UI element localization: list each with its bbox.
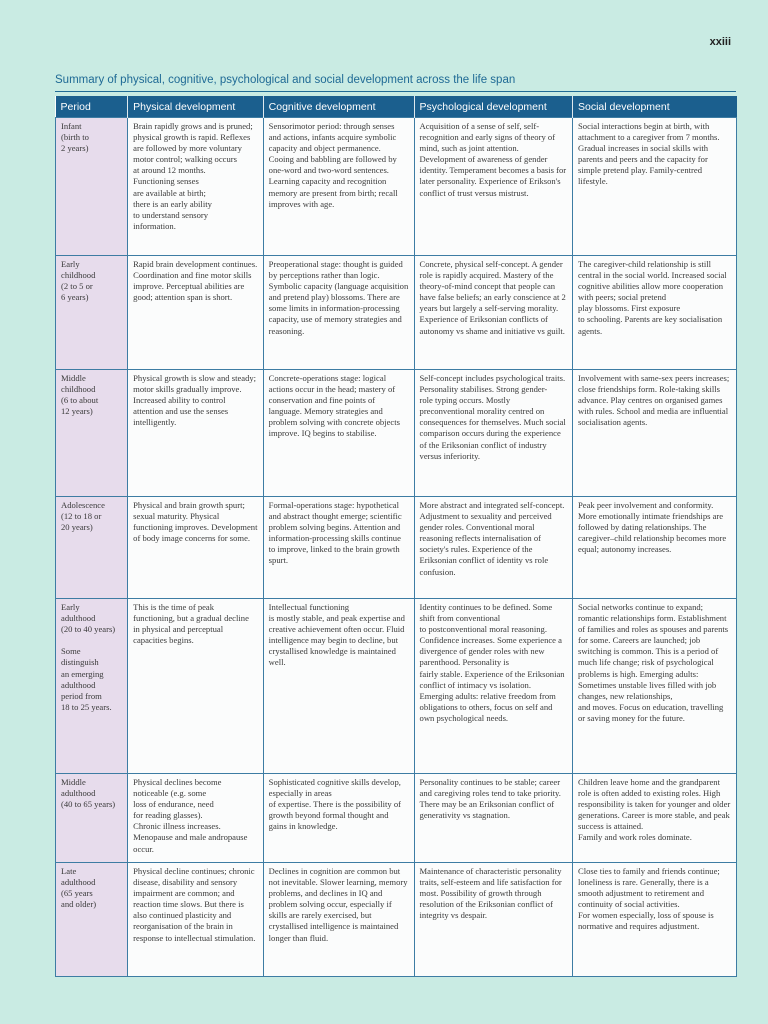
physical-cell: Rapid brain development continues. Coordination and fine motor skills improve. Perceptual abilities are good; attention span is short. bbox=[128, 256, 264, 370]
psychological-cell: Personality continues to be stable; career and caregiving roles tend to take priority. There may be an Eriksonian conflict of generativity vs stagnation. bbox=[414, 774, 572, 863]
social-cell: Children leave home and the grandparent role is often added to existing roles. High responsibility is taken for younger and older generations. Career is more stable, and peak success is attained. Family and work roles dominate. bbox=[573, 774, 737, 863]
cognitive-cell: Sophisticated cognitive skills develop, especially in areas of expertise. There is the possibility of growth beyond formal thought and gains in knowledge. bbox=[263, 774, 414, 863]
psychological-cell: More abstract and integrated self-concept. Adjustment to sexuality and perceived gender roles. Conventional moral reasoning reflects internalisation of society's rules. Experience of the Eriksonian conflict of identity vs role confusion. bbox=[414, 497, 572, 599]
column-header-cognitive: Cognitive development bbox=[263, 96, 414, 118]
table-row bbox=[56, 774, 737, 863]
table-row bbox=[56, 863, 737, 977]
psychological-cell: Identity continues to be defined. Some shift from conventional to postconventional moral reasoning. Confidence increases. Some experience a divergence of gender roles with new parenthood. Personality is fairly stable. Experience of the Eriksonian conflict of intimacy vs isolation. Emerging adults: relative freedom from obligations to others, focus on self and own psychological needs. bbox=[414, 599, 572, 774]
physical-cell: Physical and brain growth spurt; sexual maturity. Physical functioning improves. Development of body image concerns for some. bbox=[128, 497, 264, 599]
physical-cell: Physical growth is slow and steady; motor skills gradually improve. Increased ability to control attention and use the senses intelligently. bbox=[128, 370, 264, 497]
social-cell: Social networks continue to expand; romantic relationships form. Establishment of families and roles as spouses and parents for some. Careers are launched; job switching is common. This is a period of much life change; risk of psychological problems is high. Emerging adults: Sometimes unstable lives filled with job changes, new relationships, and moves. Focus on education, travelling or saving money for the future. bbox=[573, 599, 737, 774]
period-cell: Middle childhood (6 to about 12 years) bbox=[56, 370, 128, 497]
period-cell: Infant (birth to 2 years) bbox=[56, 118, 128, 256]
column-header-social: Social development bbox=[573, 96, 737, 118]
column-header-psychological: Psychological development bbox=[414, 96, 572, 118]
psychological-cell: Self-concept includes psychological traits. Personality stabilises. Strong gender- role typing occurs. Mostly preconventional morality centred on consequences for themselves. Much social comparison occurs during the experience of the Eriksonian conflict of industry versus inferiority. bbox=[414, 370, 572, 497]
social-cell: Involvement with same-sex peers increases; close friendships form. Role-taking skills advance. Play centres on organised games with rules. School and media are influential socialisation agents. bbox=[573, 370, 737, 497]
cognitive-cell: Formal-operations stage: hypothetical and abstract thought emerge; scientific problem solving begins. Attention and information-processing skills continue to improve, linked to the brain growth spurt. bbox=[263, 497, 414, 599]
cognitive-cell: Preoperational stage: thought is guided by perceptions rather than logic. Symbolic capacity (language acquisition and pretend play) blossoms. There are some limits in information-processing capacity, use of memory strategies and reasoning. bbox=[263, 256, 414, 370]
period-cell: Early adulthood (20 to 40 years) Some distinguish an emerging adulthood period from 18 to 25 years. bbox=[56, 599, 128, 774]
social-cell: Close ties to family and friends continue; loneliness is rare. Generally, there is a smooth adjustment to retirement and continuity of social activities. For women especially, loss of spouse is normative and requires adjustment. bbox=[573, 863, 737, 977]
title-rule bbox=[55, 91, 736, 92]
social-cell: Peak peer involvement and conformity. More emotionally intimate friendships are followed by dating relationships. The caregiver–child relationship becomes more equal; autonomy increases. bbox=[573, 497, 737, 599]
column-header-period: Period bbox=[56, 96, 128, 118]
table-row bbox=[56, 497, 737, 599]
period-cell: Adolescence (12 to 18 or 20 years) bbox=[56, 497, 128, 599]
table-row bbox=[56, 256, 737, 370]
social-cell: Social interactions begin at birth, with attachment to a caregiver from 7 months. Gradual increases in social skills with parents and peers and the capacity for simple pretend play. Family-centred lifestyle. bbox=[573, 118, 737, 256]
page-number: xxiii bbox=[709, 36, 731, 48]
psychological-cell: Concrete, physical self-concept. A gender role is rapidly acquired. Mastery of the theory-of-mind concept that people can have false beliefs; an early conscience at 2 years but largely a self-serving morality. Experience of Eriksonian conflicts of autonomy vs shame and initiative vs guilt. bbox=[414, 256, 572, 370]
physical-cell: Physical decline continues; chronic disease, disability and sensory impairment are common; and reaction time slows. But there is also continued plasticity and reorganisation of the brain in response to intellectual stimulation. bbox=[128, 863, 264, 977]
period-cell: Early childhood (2 to 5 or 6 years) bbox=[56, 256, 128, 370]
development-table bbox=[55, 96, 737, 977]
column-header-physical: Physical development bbox=[128, 96, 264, 118]
table-title: Summary of physical, cognitive, psychological and social development across the life span bbox=[55, 74, 516, 86]
table-row bbox=[56, 118, 737, 256]
cognitive-cell: Concrete-operations stage: logical actions occur in the head; mastery of conservation and fine points of language. Memory strategies and problem solving with concrete objects improve. IQ begins to stabilise. bbox=[263, 370, 414, 497]
physical-cell: Physical declines become noticeable (e.g. some loss of endurance, need for reading glasses). Chronic illness increases. Menopause and male andropause occur. bbox=[128, 774, 264, 863]
social-cell: The caregiver-child relationship is still central in the social world. Increased social cognitive abilities allow more cooperation with peers; social pretend play blossoms. First exposure to schooling. Parents are key socialisation agents. bbox=[573, 256, 737, 370]
cognitive-cell: Declines in cognition are common but not inevitable. Slower learning, memory problems, and declines in IQ and problem solving occur, especially if skills are rarely exercised, but crystallised intelligence is maintained longer than fluid. bbox=[263, 863, 414, 977]
table-row bbox=[56, 370, 737, 497]
physical-cell: Brain rapidly grows and is pruned; physical growth is rapid. Reflexes are followed by more voluntary motor control; walking occurs at around 12 months. Functioning senses are available at birth; there is an early ability to understand sensory information. bbox=[128, 118, 264, 256]
psychological-cell: Acquisition of a sense of self, self-recognition and early signs of theory of mind, such as joint attention. Development of awareness of gender identity. Temperament becomes a basis for later personality. Experience of Erikson's conflict of trust versus mistrust. bbox=[414, 118, 572, 256]
cognitive-cell: Sensorimotor period: through senses and actions, infants acquire symbolic capacity and object permanence. Cooing and babbling are followed by one-word and two-word sentences. Learning capacity and recognition memory are present from birth; recall improves with age. bbox=[263, 118, 414, 256]
header-row bbox=[56, 96, 737, 118]
psychological-cell: Maintenance of characteristic personality traits, self-esteem and life satisfaction for most. Possibility of growth through resolution of the Eriksonian conflict of integrity vs despair. bbox=[414, 863, 572, 977]
period-cell: Middle adulthood (40 to 65 years) bbox=[56, 774, 128, 863]
period-cell: Late adulthood (65 years and older) bbox=[56, 863, 128, 977]
physical-cell: This is the time of peak functioning, but a gradual decline in physical and perceptual capacities begins. bbox=[128, 599, 264, 774]
table-row bbox=[56, 599, 737, 774]
cognitive-cell: Intellectual functioning is mostly stable, and peak expertise and creative achievement often occur. Fluid intelligence may begin to decline, but crystallised knowledge is maintained well. bbox=[263, 599, 414, 774]
